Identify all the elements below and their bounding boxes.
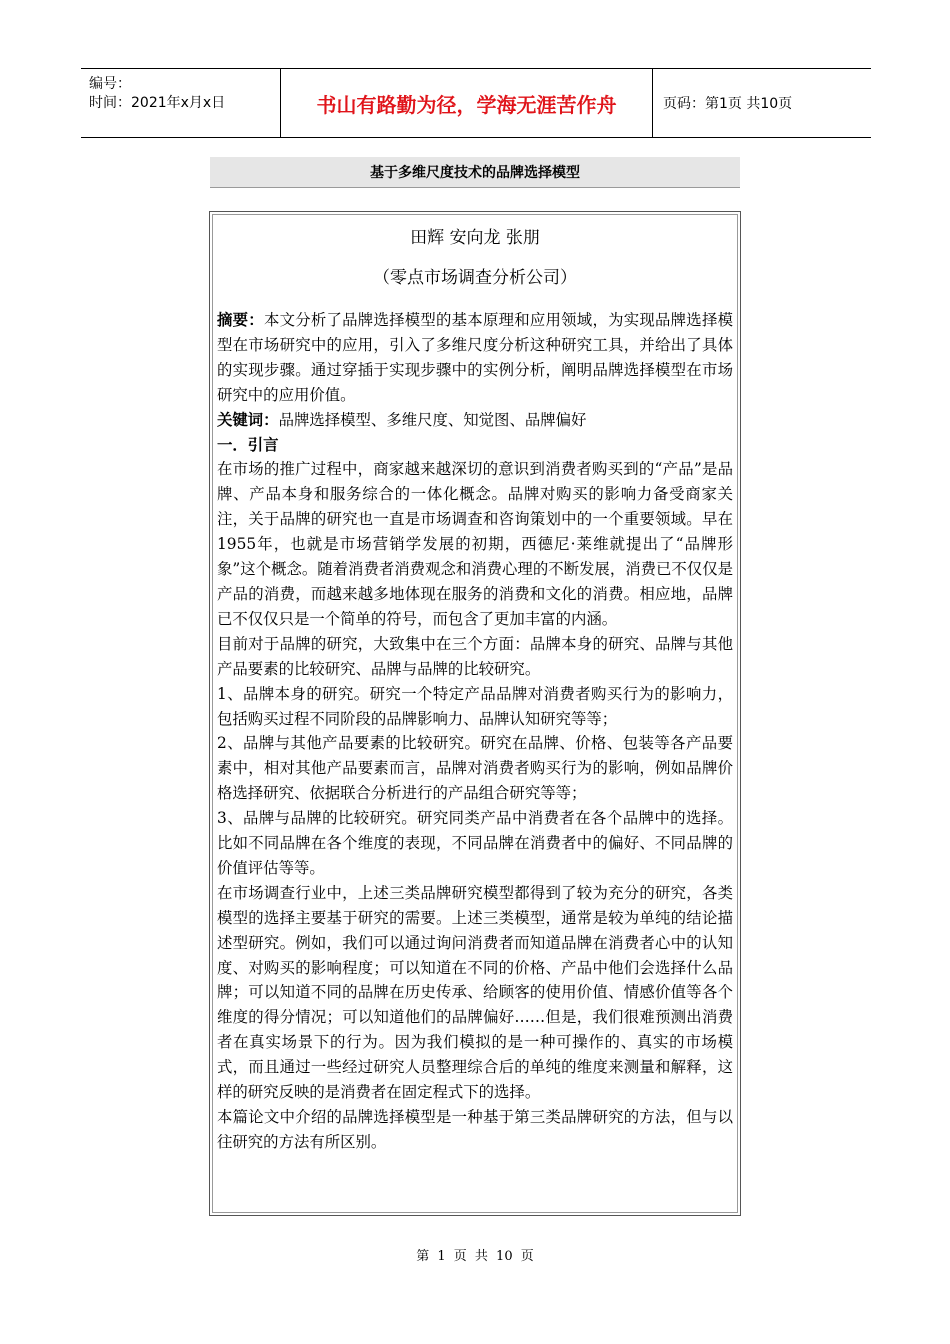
paragraph: 1、品牌本身的研究。研究一个特定产品品牌对消费者购买行为的影响力，包括购买过程不同阶段的品牌影响力、品牌认知研究等等； — [217, 684, 733, 728]
number-label: 编号： — [89, 76, 131, 92]
keywords-label: 关键词： — [217, 410, 279, 429]
paragraph: 本篇论文中介绍的品牌选择模型是一种基于第三类品牌研究的方法，但与以往研究的方法有所区别。 — [217, 1108, 733, 1151]
document-header — [81, 68, 871, 138]
keywords — [217, 408, 733, 433]
paragraph: 在市场的推广过程中，商家越来越深切的意识到消费者购买到的“产品”是品牌、产品本身和服务综合的一体化概念。品牌对购买的影响力备受商家关注，关于品牌的研究也一直是市场调查和咨询策划中的一个重要领域。早在1955年，也就是市场营销学发展的初期，西德尼·莱维就提出了“品牌形象”这个概念。随着消费者消费观念和消费心理的不断发展，消费已不仅仅是产品的消费，而越来越多地体现在服务的消费和文化的消费。相应地，品牌已不仅仅只是一个简单的符号，而包含了更加丰富的内涵。 — [217, 460, 733, 628]
abstract — [217, 308, 733, 408]
header-page-label: 页码：第1页 共10页 — [663, 96, 793, 112]
organization: （零点市场调查分析公司） — [373, 268, 577, 288]
header-motto: 书山有路勤为径，学海无涯苦作舟 — [281, 69, 653, 137]
time-label: 时间：2021年x月x日 — [89, 95, 226, 111]
abstract-text: 本文分析了品牌选择模型的基本原理和应用领域，为实现品牌选择模型在市场研究中的应用，引入了多维尺度分析这种研究工具，并给出了具体的实现步骤。通过穿插于实现步骤中的实例分析，阐明品牌选择模型在市场研究中的应用价值。 — [217, 311, 733, 404]
page-footer: 第 1 页 共 10 页 — [416, 1249, 534, 1264]
paragraph: 在市场调查行业中，上述三类品牌研究模型都得到了较为充分的研究，各类模型的选择主要基于研究的需要。上述三类模型，通常是较为单纯的结论描述型研究。例如，我们可以通过询问消费者而知道品牌在消费者心中的认知度、对购买的影响程度；可以知道在不同的价格、产品中他们会选择什么品牌；可以知道不同的品牌在历史传承、给顾客的使用价值、情感价值等各个维度的得分情况；可以知道他们的品牌偏好……但是，我们很难预测出消费者在真实场景下的行为。因为我们模拟的是一种可操作的、真实的市场模式，而且通过一些经过研究人员整理综合后的单纯的维度来测量和解释，这样的研究反映的是消费者在固定程式下的选择。 — [217, 883, 733, 1102]
paragraph: 2、品牌与其他产品要素的比较研究。研究在品牌、价格、包装等各产品要素中，相对其他产品要素而言，品牌对消费者购买行为的影响，例如品牌价格选择研究、依据联合分析进行的产品组合研究等等； — [217, 734, 733, 803]
document-title: 基于多维尺度技术的品牌选择模型 — [210, 157, 740, 188]
article-box — [209, 211, 741, 1216]
header-meta — [81, 69, 281, 137]
paragraph: 目前对于品牌的研究，大致集中在三个方面：品牌本身的研究、品牌与其他产品要素的比较研究、品牌与品牌的比较研究。 — [217, 634, 733, 678]
article-body — [217, 308, 733, 1155]
section-heading: 一．引言 — [217, 435, 279, 454]
keywords-text: 品牌选择模型、多维尺度、知觉图、品牌偏好 — [278, 410, 587, 429]
abstract-label: 摘要： — [217, 311, 264, 329]
authors: 田辉 安向龙 张朋 — [410, 228, 540, 248]
paragraph: 3、品牌与品牌的比较研究。研究同类产品中消费者在各个品牌中的选择。比如不同品牌在各个维度的表现，不同品牌在消费者中的偏好、不同品牌的价值评估等等。 — [217, 809, 733, 877]
